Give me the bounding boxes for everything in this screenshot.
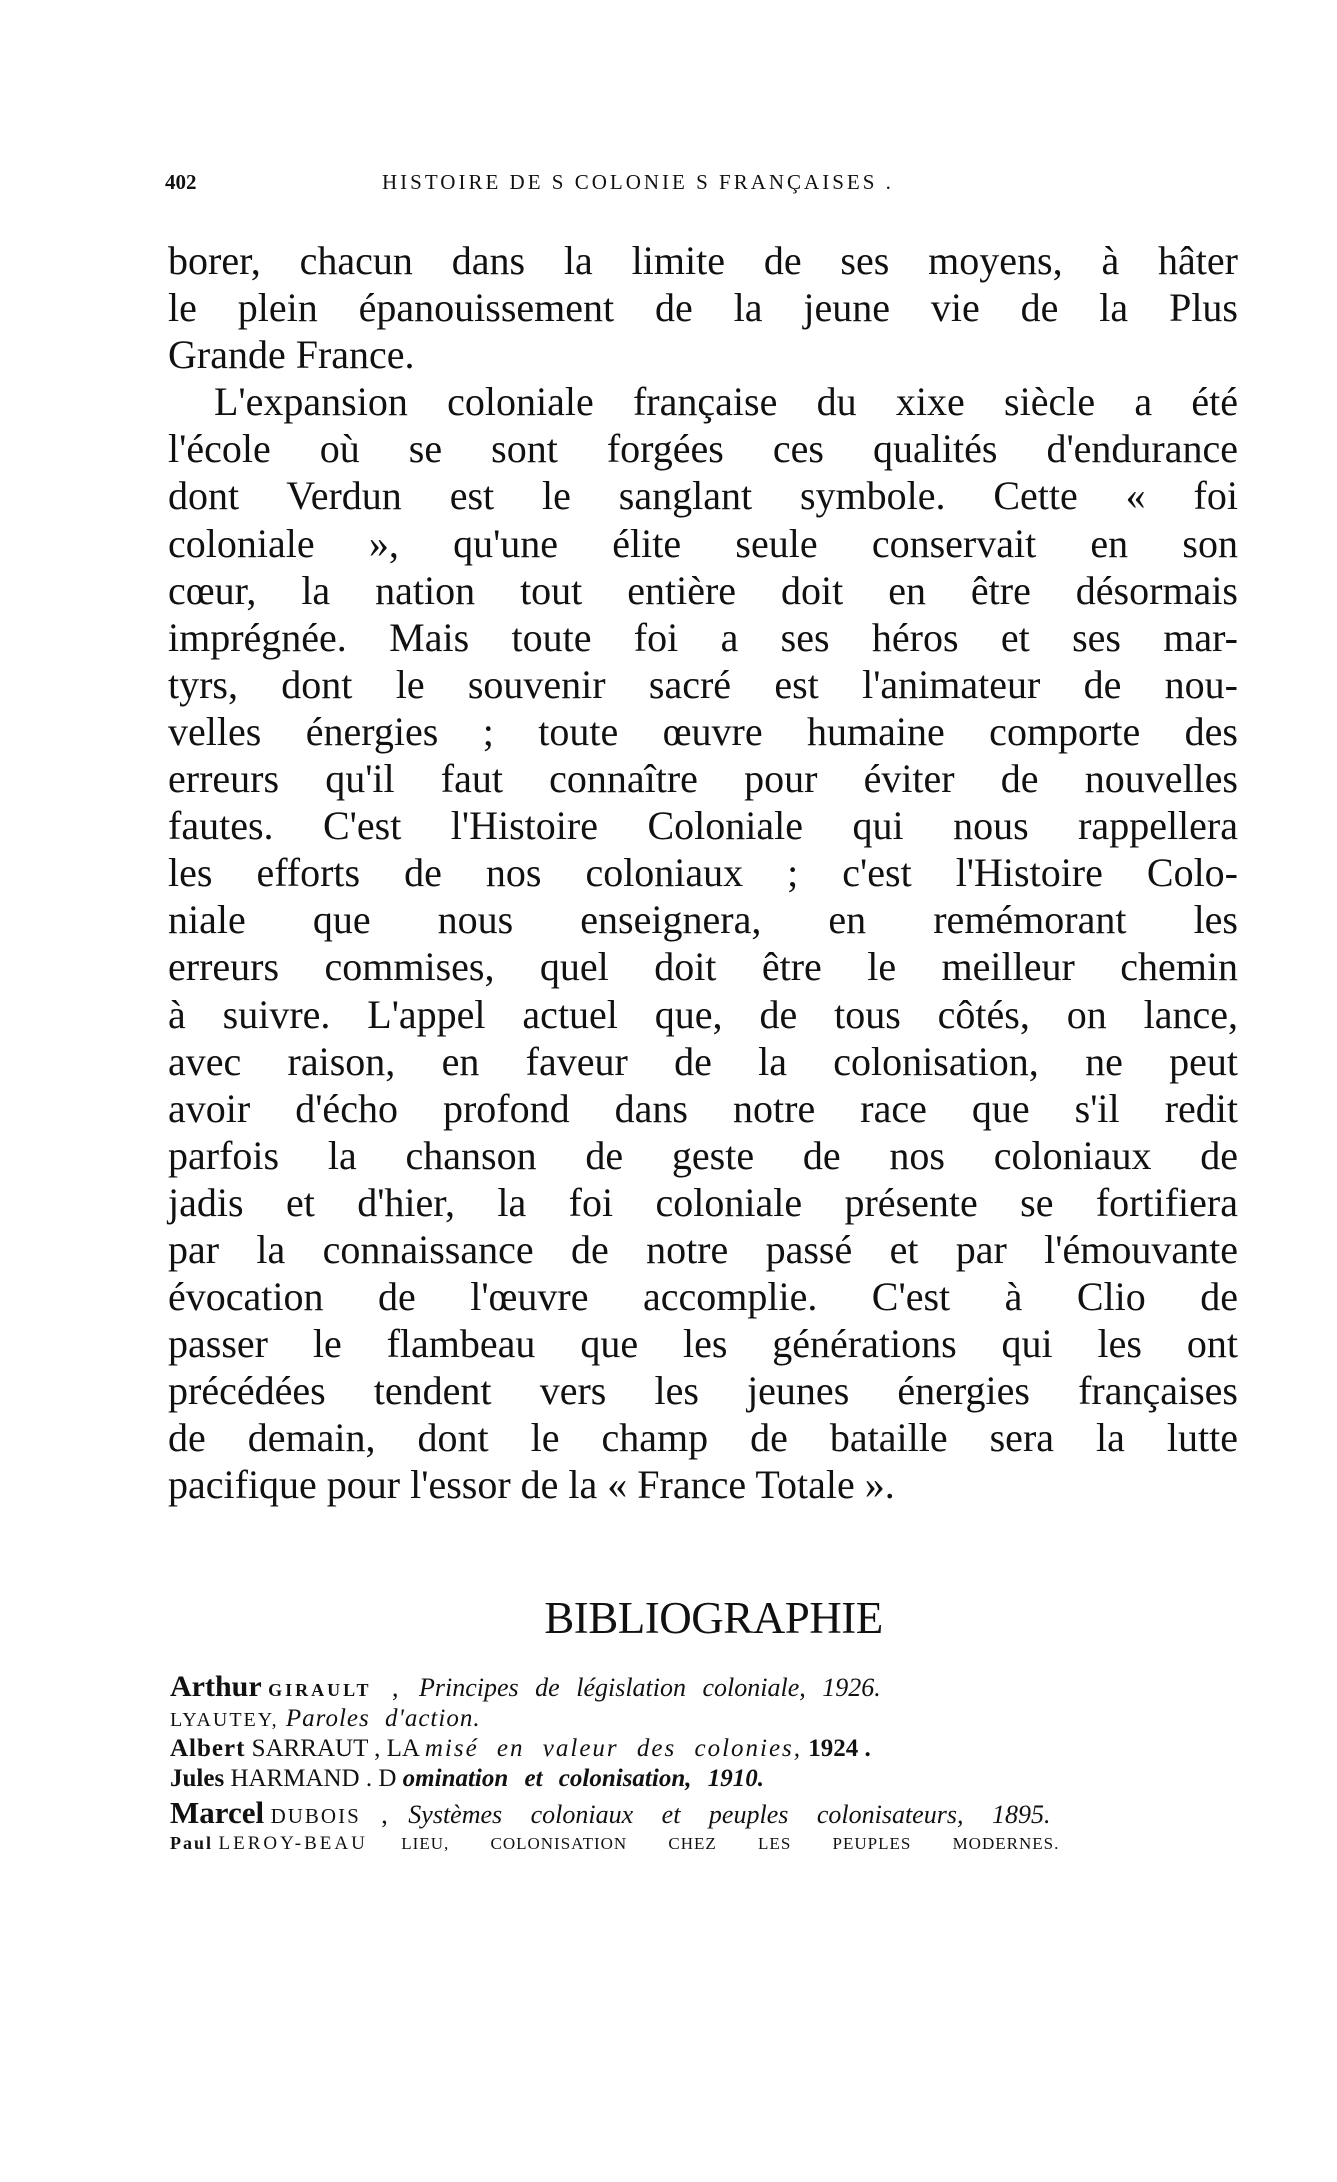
author-last-name: HARMAND . D <box>230 1765 397 1792</box>
author-first-name: Paul <box>170 1833 214 1853</box>
bibliography-entry <box>170 1704 1190 1734</box>
paragraph-first-line: L'expansion coloniale française du xixe siècle a été <box>214 379 1238 425</box>
text-line: à suivre. L'appel actuel que, de tous côtés, on lance, <box>168 991 1238 1037</box>
bibliography-entry <box>170 1764 1190 1794</box>
text-line: jadis et d'hier, la foi coloniale présente se fortifiera <box>168 1179 1238 1225</box>
work-title: Paroles d'action. <box>285 1705 481 1732</box>
text-line: l'école où se sont forgées ces qualités d'endurance <box>168 426 1238 472</box>
author-first-name: Jules <box>170 1765 225 1792</box>
text-line: erreurs commises, quel doit être le meilleur chemin <box>168 944 1238 990</box>
work-title: Principes de législation coloniale, 1926. <box>419 1673 881 1702</box>
work-title: Systèmes coloniaux et peuples colonisateurs, 1895. <box>408 1800 1051 1829</box>
author-first-name: Arthur <box>170 1670 262 1703</box>
text-line: erreurs qu'il faut connaître pour éviter de nouvelles <box>168 756 1238 802</box>
running-title: HISTOIRE DE S COLONIE S FRANÇAISES . <box>382 170 894 194</box>
text-line: Grande France. <box>168 332 415 378</box>
text-line: les efforts de nos coloniaux ; c'est l'Histoire Colo- <box>168 850 1238 896</box>
text-line: tyrs, dont le souvenir sacré est l'animateur de nou- <box>168 661 1238 707</box>
entry-separator: , <box>381 1800 388 1829</box>
text-line: par la connaissance de notre passé et par l'émouvante <box>168 1226 1238 1272</box>
text-line: velles énergies ; toute œuvre humaine comporte des <box>168 708 1238 754</box>
text-line: cœur, la nation tout entière doit en être désormais <box>168 567 1238 613</box>
running-header <box>165 170 1015 200</box>
bibliography-entry <box>170 1794 1190 1832</box>
text-line: parfois la chanson de geste de nos coloniaux de <box>168 1132 1238 1178</box>
text-line: passer le flambeau que les générations qui les ont <box>168 1321 1238 1367</box>
text-line: précédées tendent vers les jeunes énergies françaises <box>168 1368 1238 1414</box>
author-first-name: Marcel <box>170 1795 265 1830</box>
publication-year: 1924 . <box>808 1735 871 1762</box>
text-line: borer, chacun dans la limite de ses moyens, à hâter <box>168 238 1238 283</box>
text-line: évocation de l'œuvre accomplie. C'est à Clio de <box>168 1274 1238 1320</box>
bibliography-entry <box>170 1734 1190 1764</box>
author-last-name: GIRAULT <box>268 1680 372 1700</box>
text-line: pacifique pour l'essor de la « France Totale ». <box>168 1462 895 1508</box>
author-first-name: Albert <box>170 1735 246 1762</box>
text-line: niale que nous enseignera, en remémorant les <box>168 897 1238 943</box>
author-last-name: SARRAUT , LA <box>251 1735 419 1762</box>
text-line: de demain, dont le champ de bataille sera la lutte <box>168 1415 1238 1461</box>
text-line: coloniale », qu'une élite seule conservait en son <box>168 520 1238 566</box>
entry-separator: , <box>392 1673 399 1702</box>
bibliography-entry <box>170 1832 1190 1854</box>
text-line: dont Verdun est le sanglant symbole. Cette « foi <box>168 473 1238 519</box>
work-title: omination et colonisation, 1910. <box>402 1765 764 1792</box>
body-text <box>168 237 1238 1509</box>
author-last-name: LYAUTEY, <box>170 1709 279 1731</box>
entry-gap <box>373 1833 401 1853</box>
bibliography-heading: BIBLIOGRAPHIE <box>544 1593 883 1643</box>
text-line: imprégnée. Mais toute foi a ses héros et ses mar- <box>168 614 1238 660</box>
text-line: avec raison, en faveur de la colonisation, ne peut <box>168 1038 1238 1084</box>
text-line: le plein épanouissement de la jeune vie de la Plus <box>168 285 1238 331</box>
author-last-name: DUBOIS <box>270 1804 361 1828</box>
work-title: misé en valeur des colonies, <box>424 1735 803 1762</box>
text-line: avoir d'écho profond dans notre race que s'il redit <box>168 1085 1238 1131</box>
author-last-name: LEROY-BEAU <box>218 1833 368 1854</box>
work-title: LIEU, COLONISATION CHEZ LES PEUPLES MODERNES. <box>401 1834 1060 1853</box>
text-line: fautes. C'est l'Histoire Coloniale qui nous rappellera <box>168 803 1238 849</box>
bibliography-entry <box>170 1672 1190 1702</box>
page-number: 402 <box>165 170 197 194</box>
bibliography-list <box>170 1672 1190 1854</box>
